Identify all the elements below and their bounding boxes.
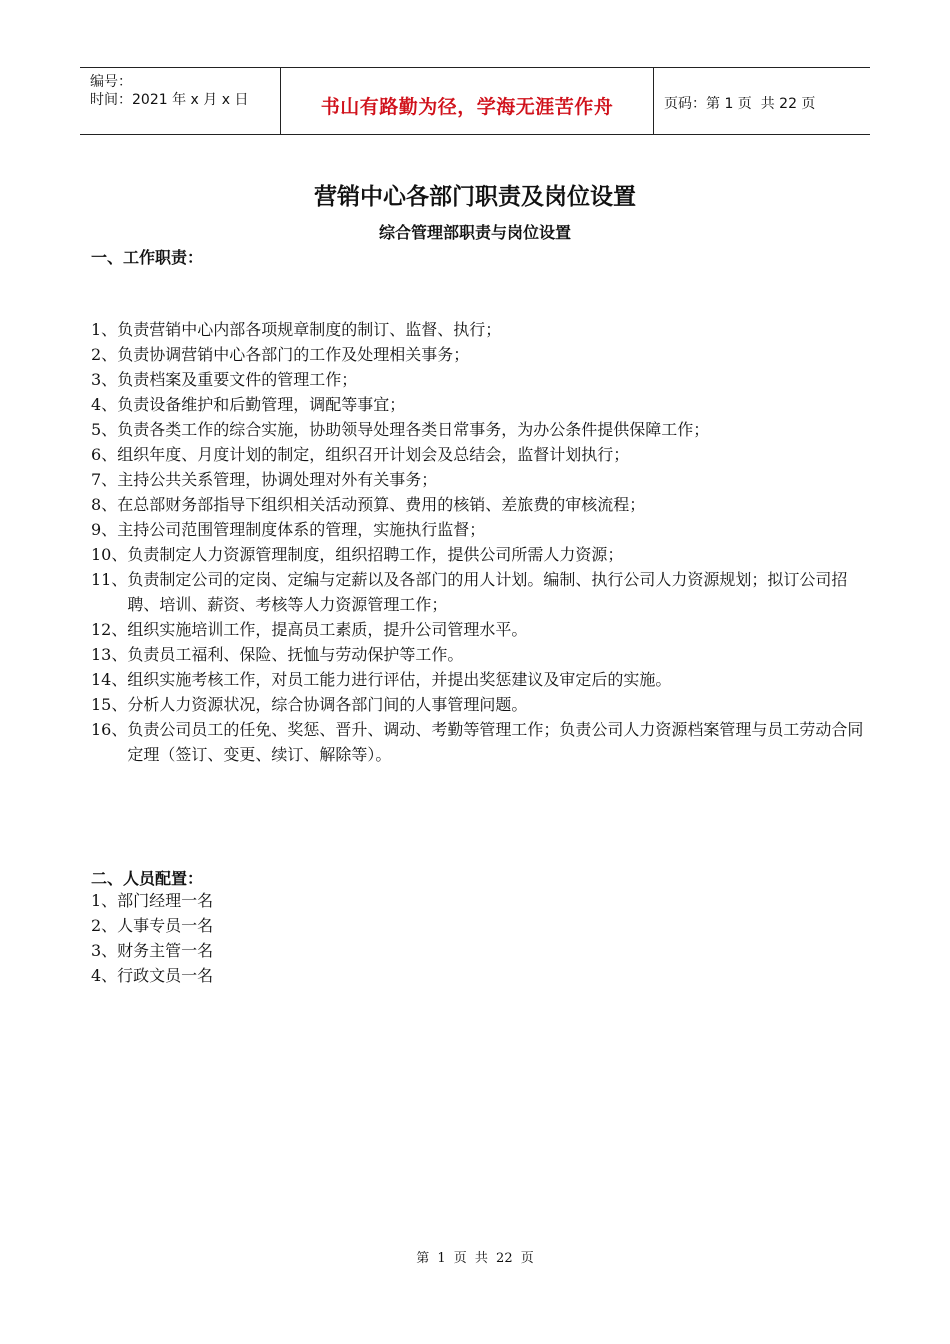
- document-title: 营销中心各部门职责及岗位设置: [314, 184, 636, 210]
- header-page-cell: [654, 68, 870, 134]
- list-item: 15、 分析人力资源状况，综合协调各部门间的人事管理问题。: [91, 695, 528, 714]
- section-duties-heading: 一、工作职责：: [91, 248, 204, 267]
- list-item: 9、 主持公司范围管理制度体系的管理，实施执行监督；: [91, 520, 486, 539]
- header-page-info: 页码：第 1 页 共 22 页: [664, 96, 816, 112]
- list-item: 11、 负责制定公司的定岗、定编与定薪以及各部门的用人计划。编制、执行公司人力资源规划；拟订公司招聘、培训、薪资、考核等人力资源管理工作；: [91, 570, 848, 614]
- list-item: 2、 负责协调营销中心各部门的工作及处理相关事务；: [91, 345, 470, 364]
- document-subtitle: 综合管理部职责与岗位设置: [378, 223, 571, 242]
- list-item: 5、 负责各类工作的综合实施，协助领导处理各类日常事务，为办公条件提供保障工作；: [91, 420, 710, 439]
- list-item: 12、 组织实施培训工作，提高员工素质，提升公司管理水平。: [91, 620, 528, 639]
- list-item: 3、财务主管一名: [91, 941, 214, 960]
- section-staffing-heading: 二、人员配置：: [91, 869, 204, 888]
- list-item: 13、 负责员工福利、保险、抚恤与劳动保护等工作。: [91, 645, 464, 664]
- list-item: 7、 主持公共关系管理，协调处理对外有关事务；: [91, 470, 438, 489]
- staffing-list: [91, 888, 213, 988]
- motto: 书山有路勤为径，学海无涯苦作舟: [320, 95, 614, 118]
- list-item: 1、 负责营销中心内部各项规章制度的制订、监督、执行；: [91, 320, 502, 339]
- time-label: 时间：2021 年 x 月 x 日: [90, 92, 249, 108]
- list-item: 3、 负责档案及重要文件的管理工作；: [91, 370, 358, 389]
- header-meta-cell: [80, 68, 281, 134]
- page-footer: 第 1 页 共 22 页: [416, 1251, 534, 1266]
- list-item: 8、 在总部财务部指导下组织相关活动预算、费用的核销、差旅费的审核流程；: [91, 495, 646, 514]
- list-item: 2、人事专员一名: [91, 916, 214, 935]
- duties-list: [91, 317, 871, 767]
- list-item: 10、 负责制定人力资源管理制度，组织招聘工作，提供公司所需人力资源；: [91, 545, 624, 564]
- list-item: 4、 负责设备维护和后勤管理，调配等事宜；: [91, 395, 406, 414]
- list-item: 14、 组织实施考核工作，对员工能力进行评估，并提出奖惩建议及审定后的实施。: [91, 670, 672, 689]
- list-item: 16、 负责公司员工的任免、奖惩、晋升、调动、考勤等管理工作；负责公司人力资源档案管理与员工劳动合同定理（签订、变更、续订、解除等）。: [91, 720, 864, 764]
- list-item: 4、行政文员一名: [91, 966, 214, 985]
- list-item: 1、部门经理一名: [91, 891, 214, 910]
- number-label: 编号：: [90, 74, 132, 90]
- header-table: [80, 67, 870, 135]
- header-motto-cell: [281, 68, 654, 134]
- list-item: 6、 组织年度、月度计划的制定，组织召开计划会及总结会，监督计划执行；: [91, 445, 630, 464]
